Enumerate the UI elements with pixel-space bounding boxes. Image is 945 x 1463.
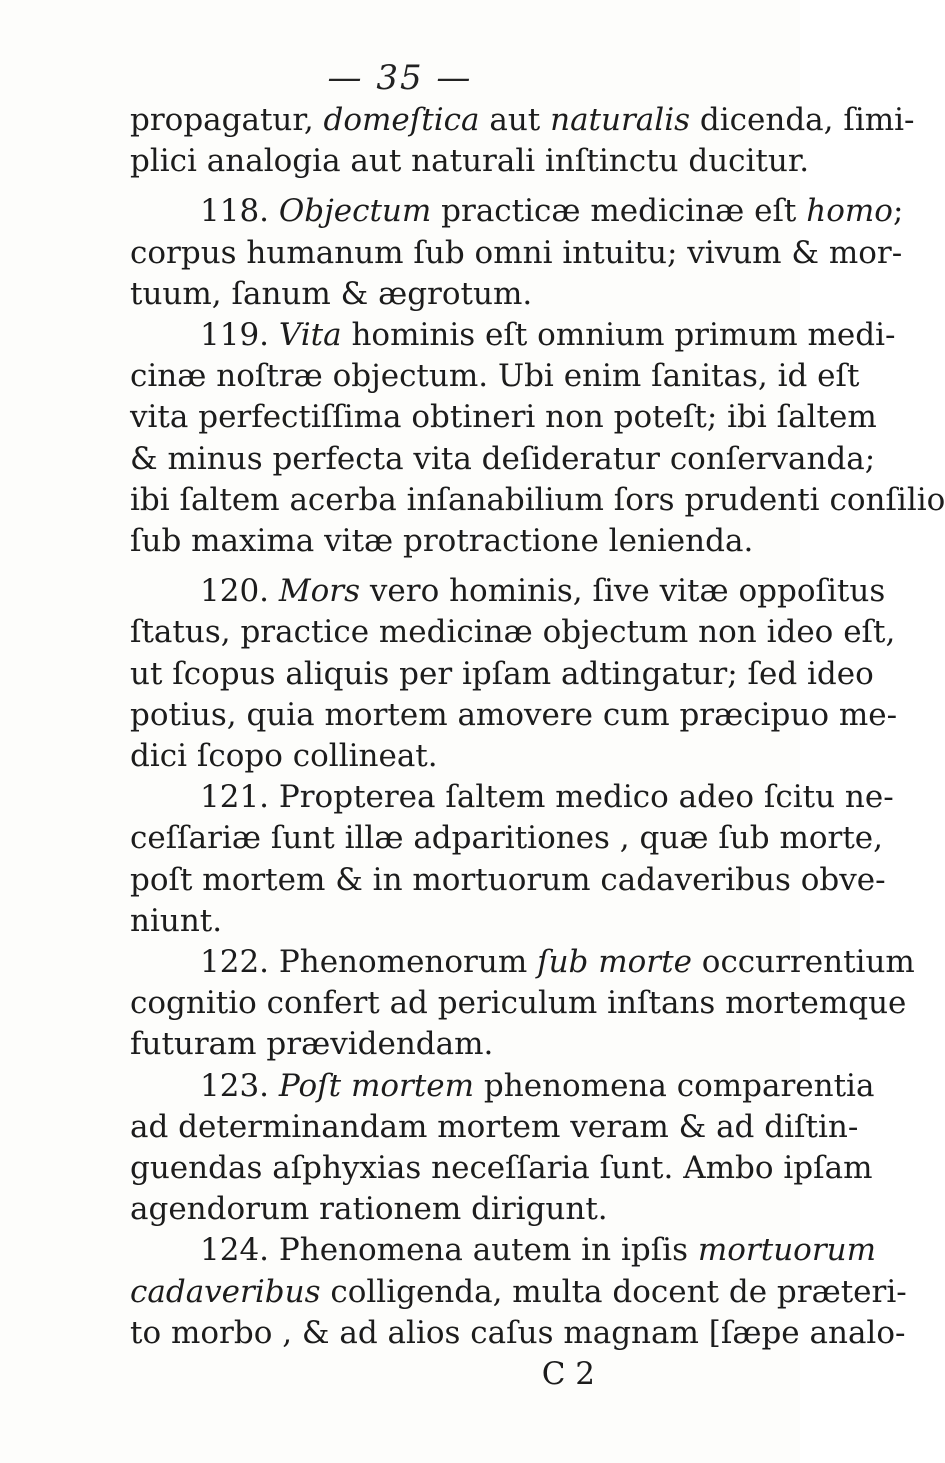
text-line: propagatur, domeſtica aut naturalis dicenda, ſimi- [130,102,915,138]
paragraph-119-line: 119. Vita hominis eſt omnium primum medi- [200,317,896,354]
text-line: ſtatus, practice medicinæ objectum non ideo eſt, [130,614,896,651]
text-line: ad determinandam mortem veram & ad diſtin- [130,1108,859,1145]
text-line: vita perfectiſſima obtineri non poteſt; ibi ſaltem [130,399,877,436]
text-line: cinæ noſtræ objectum. Ubi enim ſanitas, id eſt [130,358,860,395]
text-line: niunt. [130,902,223,939]
text-line: potius, quia mortem amovere cum præcipuo me- [130,696,898,733]
page-number: — 35 — [327,58,473,98]
text-line: to morbo , & ad alios caſus magnam [ſæpe analo- [130,1314,906,1351]
text-line: cognitio confert ad periculum inſtans mortemque [130,985,907,1022]
text-line: guendas aſphyxias neceſſaria ſunt. Ambo ipſam [130,1150,873,1187]
paragraph-118-line: 118. Objectum practicæ medicinæ eſt homo; [200,193,904,230]
paragraph-123-line: 123. Poſt mortem phenomena comparentia [200,1067,875,1104]
text-line: agendorum rationem dirigunt. [130,1191,608,1228]
text-line: poſt mortem & in mortuorum cadaveribus obve- [130,861,886,898]
text-line: futuram prævidendam. [130,1026,494,1063]
text-line: tuum, ſanum & ægrotum. [130,275,533,312]
text-line: ut ſcopus aliquis per ipſam adtingatur; ſed ideo [130,655,874,692]
paragraph-124-line: 124. Phenomena autem in ipſis mortuorum [200,1232,877,1269]
text-line: ibi ſaltem acerba inſanabilium ſors prudenti conſilio [130,481,945,518]
paragraph-122-line: 122. Phenomenorum ſub morte occurrentium [200,944,915,981]
paragraph-120-line: 120. Mors vero hominis, ſive vitæ oppoſitus [200,573,886,610]
text-line: ſub maxima vitæ protractione lenienda. [130,523,754,560]
text-line: plici analogia aut naturali inſtinctu ducitur. [130,143,810,180]
text-line: ceſſariæ ſunt illæ adparitiones , quæ ſub morte, [130,820,883,857]
signature-mark: C 2 [541,1356,595,1393]
body-text [130,100,945,1395]
text-line: cadaveribus colligenda, multa docent de præteri- [130,1273,907,1310]
text-line: corpus humanum ſub omni intuitu; vivum & mor- [130,234,903,271]
paragraph-121-line: 121. Propterea ſaltem medico adeo ſcitu ne- [200,779,894,816]
text-line: dici ſcopo collineat. [130,738,438,775]
text-line: & minus perfecta vita deſideratur conſervanda; [130,440,876,477]
